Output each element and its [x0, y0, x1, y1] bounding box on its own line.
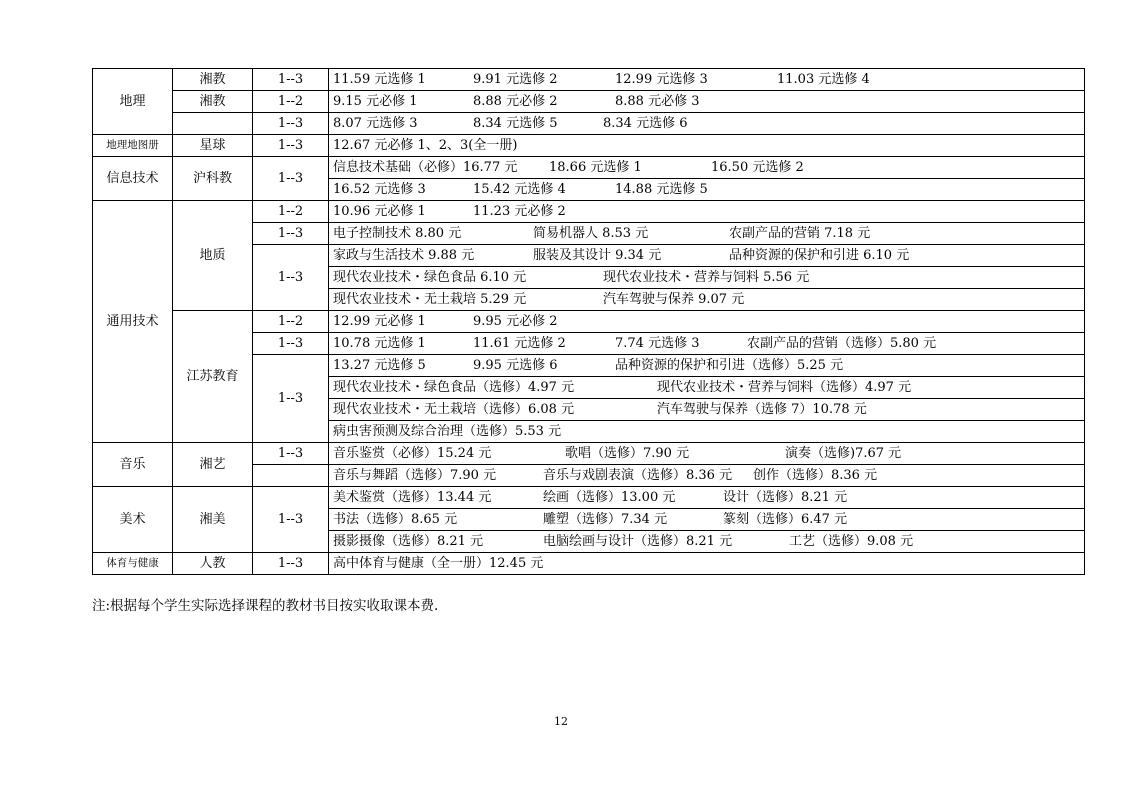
price-item: 高中体育与健康（全一册）12.45 元	[333, 556, 544, 571]
price-cell	[329, 311, 1085, 333]
price-item: 8.88 元必修 2	[473, 94, 558, 109]
price-item: 汽车驾驶与保养 9.07 元	[603, 292, 745, 307]
table-row	[93, 91, 1085, 113]
price-item: 书法（选修）8.65 元	[333, 512, 458, 527]
price-item: 病虫害预测及综合治理（选修）5.53 元	[333, 424, 562, 439]
price-item: 电脑绘画与设计（选修）8.21 元	[543, 534, 733, 549]
price-item: 12.99 元选修 3	[615, 72, 708, 87]
footnote: 注:根据每个学生实际选择课程的教材书目按实收取课本费.	[92, 598, 439, 614]
table-row	[93, 311, 1085, 333]
grade-cell: 1--3	[253, 223, 329, 245]
price-item: 农副产品的营销 7.18 元	[729, 226, 871, 241]
fee-table-body	[93, 69, 1085, 575]
price-item: 现代农业技术・绿色食品 6.10 元	[333, 270, 527, 285]
price-item: 8.07 元选修 3	[333, 116, 418, 131]
price-item: 13.27 元选修 5	[333, 358, 426, 373]
price-item: 11.03 元选修 4	[777, 72, 870, 87]
price-item: 歌唱（选修）7.90 元	[565, 446, 690, 461]
price-item: 7.74 元选修 3	[615, 336, 700, 351]
price-cell	[329, 267, 1085, 289]
price-cell	[329, 91, 1085, 113]
grade-cell: 1--3	[253, 157, 329, 201]
page-number: 12	[554, 715, 568, 728]
price-item: 现代农业技术・无土栽培（选修）6.08 元	[333, 402, 575, 417]
table-row	[93, 443, 1085, 465]
price-item: 14.88 元选修 5	[615, 182, 708, 197]
price-cell	[329, 531, 1085, 553]
table-row	[93, 157, 1085, 179]
price-item: 9.91 元选修 2	[473, 72, 558, 87]
price-item: 美术鉴赏（选修）13.44 元	[333, 490, 492, 505]
price-item: 服装及其设计 9.34 元	[533, 248, 662, 263]
price-cell	[329, 289, 1085, 311]
subject-cell: 通用技术	[93, 201, 173, 443]
price-cell	[329, 355, 1085, 377]
price-cell	[329, 443, 1085, 465]
price-item: 音乐与戏剧表演（选修）8.36 元	[543, 468, 733, 483]
publisher-cell: 湘教	[173, 91, 253, 113]
price-item: 16.50 元选修 2	[711, 160, 804, 175]
publisher-cell: 沪科教	[173, 157, 253, 201]
price-cell	[329, 245, 1085, 267]
grade-cell: 1--3	[253, 113, 329, 135]
price-item: 9.95 元必修 2	[473, 314, 558, 329]
price-item: 音乐鉴赏（必修）15.24 元	[333, 446, 492, 461]
price-item: 10.78 元选修 1	[333, 336, 426, 351]
grade-cell: 1--3	[253, 69, 329, 91]
price-cell	[329, 201, 1085, 223]
price-cell	[329, 157, 1085, 179]
price-item: 家政与生活技术 9.88 元	[333, 248, 475, 263]
grade-cell: 1--3	[253, 355, 329, 443]
publisher-cell: 江苏教育	[173, 311, 253, 443]
price-cell	[329, 399, 1085, 421]
grade-cell: 1--3	[253, 443, 329, 465]
grade-cell: 1--2	[253, 311, 329, 333]
price-item: 设计（选修）8.21 元	[723, 490, 848, 505]
price-item: 15.42 元选修 4	[473, 182, 566, 197]
price-item: 品种资源的保护和引进 6.10 元	[729, 248, 910, 263]
grade-cell: 1--3	[253, 487, 329, 553]
price-cell	[329, 179, 1085, 201]
price-item: 工艺（选修）9.08 元	[789, 534, 914, 549]
publisher-cell: 湘教	[173, 69, 253, 91]
price-item: 现代农业技术・营养与饲料 5.56 元	[603, 270, 810, 285]
price-cell	[329, 377, 1085, 399]
table-row	[93, 69, 1085, 91]
publisher-cell: 湘美	[173, 487, 253, 553]
price-item: 8.34 元选修 5	[473, 116, 558, 131]
price-cell	[329, 487, 1085, 509]
price-cell	[329, 223, 1085, 245]
price-item: 绘画（选修）13.00 元	[543, 490, 676, 505]
price-item: 摄影摄像（选修）8.21 元	[333, 534, 484, 549]
table-row	[93, 553, 1085, 575]
grade-cell	[253, 465, 329, 487]
table-row	[93, 487, 1085, 509]
price-item: 简易机器人 8.53 元	[533, 226, 649, 241]
price-item: 信息技术基础（必修）16.77 元	[333, 160, 518, 175]
price-cell	[329, 113, 1085, 135]
grade-cell: 1--3	[253, 333, 329, 355]
price-item: 11.23 元必修 2	[473, 204, 566, 219]
subject-cell: 地理	[93, 69, 173, 135]
price-item: 汽车驾驶与保养（选修 7）10.78 元	[657, 402, 867, 417]
price-item: 创作（选修）8.36 元	[753, 468, 878, 483]
price-cell	[329, 333, 1085, 355]
publisher-cell: 湘艺	[173, 443, 253, 487]
textbook-fee-table	[92, 68, 1085, 575]
price-item: 8.34 元选修 6	[603, 116, 688, 131]
grade-cell: 1--2	[253, 91, 329, 113]
price-cell	[329, 69, 1085, 91]
subject-cell: 体育与健康	[93, 553, 173, 575]
price-item: 雕塑（选修）7.34 元	[543, 512, 668, 527]
price-cell	[329, 421, 1085, 443]
price-item: 12.99 元必修 1	[333, 314, 426, 329]
price-item: 现代农业技术・绿色食品（选修）4.97 元	[333, 380, 575, 395]
price-item: 8.88 元必修 3	[615, 94, 700, 109]
price-item: 12.67 元必修 1、2、3(全一册)	[333, 138, 518, 153]
price-item: 16.52 元选修 3	[333, 182, 426, 197]
subject-cell: 信息技术	[93, 157, 173, 201]
price-item: 演奏（选修)7.67 元	[785, 446, 902, 461]
price-cell	[329, 465, 1085, 487]
subject-cell: 音乐	[93, 443, 173, 487]
price-item: 10.96 元必修 1	[333, 204, 426, 219]
publisher-cell: 星球	[173, 135, 253, 157]
price-item: 11.59 元选修 1	[333, 72, 426, 87]
price-item: 9.15 元必修 1	[333, 94, 418, 109]
publisher-cell: 地质	[173, 201, 253, 311]
price-item: 18.66 元选修 1	[549, 160, 642, 175]
grade-cell: 1--3	[253, 135, 329, 157]
price-item: 篆刻（选修）6.47 元	[723, 512, 848, 527]
price-item: 品种资源的保护和引进（选修）5.25 元	[615, 358, 844, 373]
subject-cell: 地理地图册	[93, 135, 173, 157]
price-item: 现代农业技术・无土栽培 5.29 元	[333, 292, 527, 307]
price-item: 9.95 元选修 6	[473, 358, 558, 373]
price-item: 11.61 元选修 2	[473, 336, 566, 351]
price-item: 农副产品的营销（选修）5.80 元	[747, 336, 937, 351]
subject-cell: 美术	[93, 487, 173, 553]
publisher-cell: 人教	[173, 553, 253, 575]
price-item: 音乐与舞蹈（选修）7.90 元	[333, 468, 497, 483]
price-cell	[329, 135, 1085, 157]
price-cell	[329, 553, 1085, 575]
publisher-cell	[173, 113, 253, 135]
grade-cell: 1--3	[253, 245, 329, 311]
price-item: 电子控制技术 8.80 元	[333, 226, 462, 241]
table-row	[93, 113, 1085, 135]
grade-cell: 1--2	[253, 201, 329, 223]
grade-cell: 1--3	[253, 553, 329, 575]
table-row	[93, 135, 1085, 157]
price-item: 现代农业技术・营养与饲料（选修）4.97 元	[657, 380, 912, 395]
price-cell	[329, 509, 1085, 531]
table-row	[93, 201, 1085, 223]
